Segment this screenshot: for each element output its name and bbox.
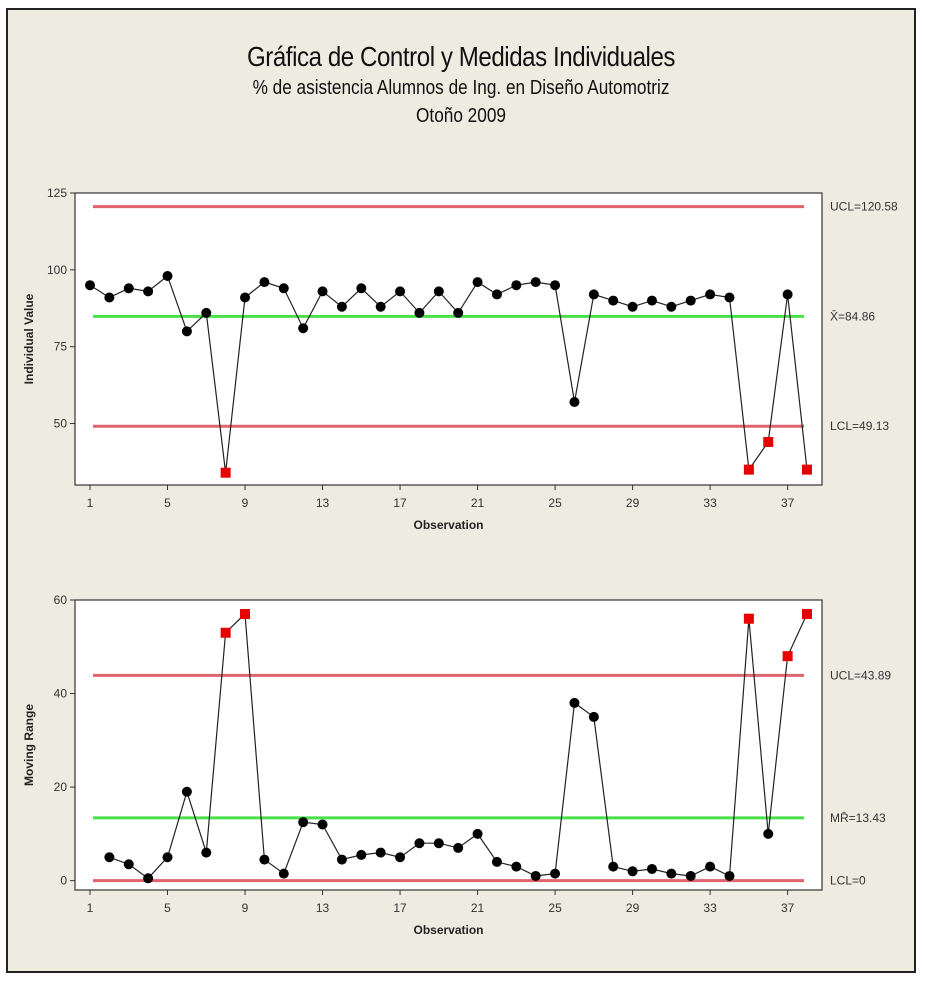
data-point xyxy=(705,862,715,872)
data-point xyxy=(337,855,347,865)
data-point xyxy=(453,308,463,318)
out-of-control-point xyxy=(240,609,250,619)
x-tick-label: 29 xyxy=(625,496,640,510)
data-point xyxy=(608,862,618,872)
data-point xyxy=(124,283,134,293)
out-of-control-point xyxy=(221,628,231,638)
data-point xyxy=(686,871,696,881)
x-tick-label: 5 xyxy=(164,496,171,510)
data-point xyxy=(356,850,366,860)
data-point xyxy=(628,302,638,312)
data-point xyxy=(531,277,541,287)
data-point xyxy=(550,280,560,290)
x-tick-label: 1 xyxy=(86,496,94,510)
data-point xyxy=(143,873,153,883)
out-of-control-point xyxy=(744,614,754,624)
data-point xyxy=(259,855,269,865)
out-of-control-point xyxy=(221,468,231,478)
data-point xyxy=(647,296,657,306)
data-point xyxy=(589,289,599,299)
data-point xyxy=(783,289,793,299)
data-point xyxy=(666,302,676,312)
lcl-label: LCL=49.13 xyxy=(830,419,890,434)
data-point xyxy=(201,308,211,318)
x-tick-label: 9 xyxy=(241,496,249,510)
data-point xyxy=(453,843,463,853)
data-point xyxy=(569,698,579,708)
data-point xyxy=(124,859,134,869)
data-point xyxy=(724,871,734,881)
data-point xyxy=(104,852,114,862)
x-tick-label: 29 xyxy=(625,901,640,915)
plot-area xyxy=(75,193,822,485)
data-point xyxy=(318,286,328,296)
y-tick-label: 60 xyxy=(53,593,67,607)
data-point xyxy=(705,289,715,299)
data-point xyxy=(569,397,579,407)
x-tick-label: 17 xyxy=(393,901,407,915)
data-point xyxy=(628,866,638,876)
data-point xyxy=(395,852,405,862)
data-point xyxy=(182,787,192,797)
data-point xyxy=(104,293,114,303)
data-point xyxy=(395,286,405,296)
ucl-label: UCL=120.58 xyxy=(830,199,898,214)
x-tick-label: 25 xyxy=(548,496,562,510)
data-point xyxy=(376,848,386,858)
y-tick-label: 40 xyxy=(53,686,67,701)
x-tick-label: 37 xyxy=(780,496,795,510)
y-tick-label: 125 xyxy=(46,186,67,200)
y-axis-label: Moving Range xyxy=(22,703,36,787)
out-of-control-point xyxy=(783,651,793,661)
data-point xyxy=(298,323,308,333)
data-point xyxy=(492,857,502,867)
y-tick-label: 0 xyxy=(60,873,67,888)
panel-individuals xyxy=(22,186,898,532)
plot-area xyxy=(75,600,822,890)
data-point xyxy=(376,302,386,312)
data-point xyxy=(686,296,696,306)
data-point xyxy=(414,838,424,848)
data-point xyxy=(163,852,173,862)
x-axis-label: Observation xyxy=(413,518,484,532)
data-point xyxy=(511,280,521,290)
data-point xyxy=(434,286,444,296)
out-of-control-point xyxy=(802,609,812,619)
data-point xyxy=(356,283,366,293)
data-point xyxy=(608,296,618,306)
x-tick-label: 37 xyxy=(780,901,795,915)
center-label: MR̄=13.43 xyxy=(830,810,886,825)
data-point xyxy=(279,869,289,879)
x-tick-label: 33 xyxy=(703,901,717,915)
y-tick-label: 20 xyxy=(53,780,67,795)
x-tick-label: 21 xyxy=(470,901,485,915)
x-tick-label: 17 xyxy=(393,496,407,510)
out-of-control-point xyxy=(763,437,773,447)
center-label: X̄=84.86 xyxy=(830,309,876,324)
y-tick-label: 75 xyxy=(53,339,67,354)
ucl-label: UCL=43.89 xyxy=(830,668,892,683)
x-tick-label: 25 xyxy=(548,901,562,915)
out-of-control-point xyxy=(802,465,812,475)
x-tick-label: 13 xyxy=(315,496,330,510)
x-tick-label: 21 xyxy=(470,496,485,510)
lcl-label: LCL=0 xyxy=(830,873,866,888)
data-point xyxy=(550,869,560,879)
data-point xyxy=(647,864,657,874)
x-axis-label: Observation xyxy=(413,923,484,937)
x-tick-label: 9 xyxy=(241,901,249,915)
data-point xyxy=(434,838,444,848)
chart-title: Gráfica de Control y Medidas Individuales xyxy=(246,41,676,72)
y-tick-label: 50 xyxy=(53,416,67,431)
data-point xyxy=(85,280,95,290)
data-point xyxy=(473,277,483,287)
out-of-control-point xyxy=(744,465,754,475)
panel-moving_range xyxy=(22,593,891,937)
data-point xyxy=(337,302,347,312)
data-point xyxy=(473,829,483,839)
x-tick-label: 1 xyxy=(86,901,94,915)
data-point xyxy=(279,283,289,293)
data-point xyxy=(531,871,541,881)
x-tick-label: 5 xyxy=(164,901,171,915)
x-tick-label: 13 xyxy=(315,901,330,915)
data-point xyxy=(240,293,250,303)
data-point xyxy=(201,848,211,858)
x-tick-label: 33 xyxy=(703,496,717,510)
data-point xyxy=(763,829,773,839)
data-point xyxy=(259,277,269,287)
data-point xyxy=(666,869,676,879)
chart-period: Otoño 2009 xyxy=(416,105,506,127)
data-point xyxy=(143,286,153,296)
data-point xyxy=(298,817,308,827)
data-point xyxy=(414,308,424,318)
y-axis-label: Individual Value xyxy=(22,293,36,385)
y-tick-label: 100 xyxy=(46,262,67,277)
data-point xyxy=(163,271,173,281)
data-point xyxy=(589,712,599,722)
chart-subtitle: % de asistencia Alumnos de Ing. en Diseño Automotriz xyxy=(252,77,670,99)
data-point xyxy=(724,293,734,303)
data-point xyxy=(182,326,192,336)
data-point xyxy=(318,820,328,830)
data-point xyxy=(511,862,521,872)
data-point xyxy=(492,289,502,299)
